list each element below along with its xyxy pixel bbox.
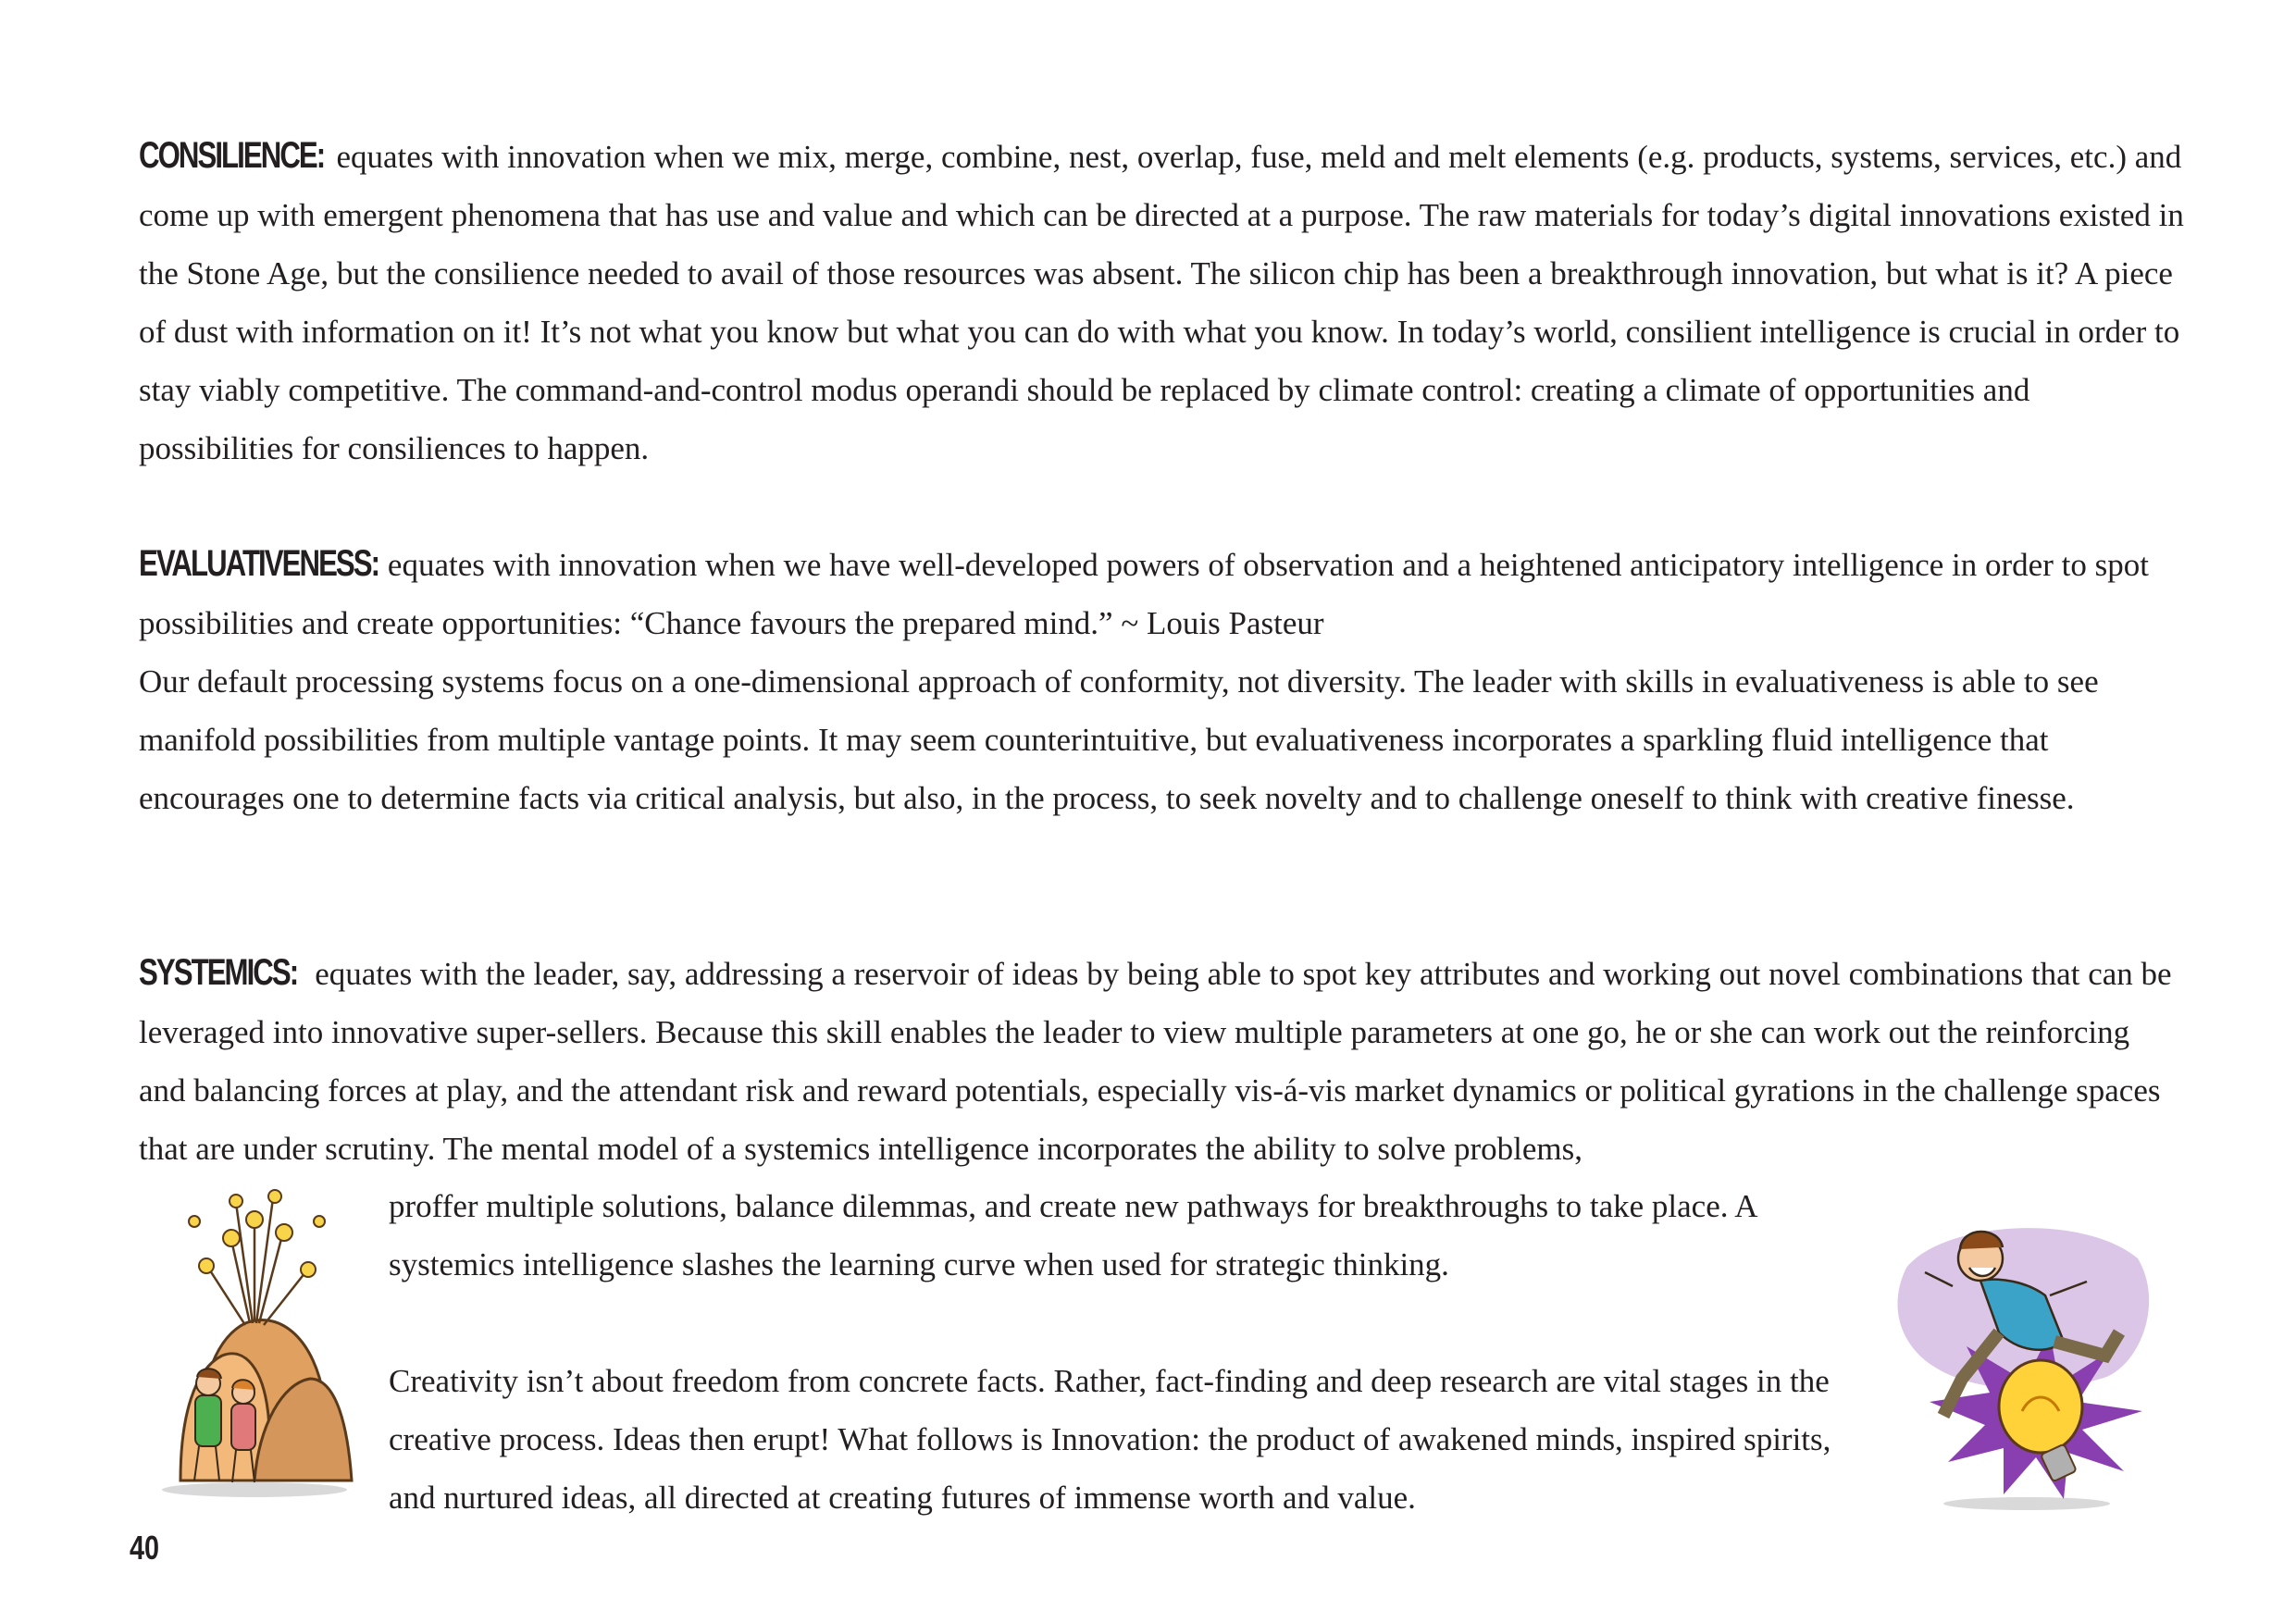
body-evaluativeness-2: Our default processing systems focus on a one-dimensional approach of conformity, not diversity. The leader with skills in evaluativeness is able to see manifold possibilities from multiple vantage points. It may seem counterintuitive, but evaluativeness incorporates a sparkling fluid intelligence that encourages one to determine facts via critical analysis, but also, in the process, to seek novelty and to challenge oneself to think with creative finesse. — [139, 663, 2099, 816]
paragraph-evaluativeness — [139, 535, 2184, 827]
body-consilience: equates with innovation when we mix, merge, combine, nest, overlap, fuse, meld and melt elements (e.g. products, systems, services, etc.) and come up with emergent phenomena that has use and value and which can be directed at a purpose. The raw materials for today’s digital innovations existed in the Stone Age, but the consilience needed to avail of those resources was absent. The silicon chip has been a breakthrough innovation, but what is it? A piece of dust with information on it! It’s not what you know but what you can do with what you know. In today’s world, consilient intelligence is crucial in order to stay viably competitive. The command-and-control modus operandi should be replaced by climate control: creating a climate of opportunities and possibilities for consiliences to happen. — [139, 139, 2184, 466]
heading-systemics: SYSTEMICS: — [139, 952, 298, 993]
heading-consilience: CONSILIENCE: — [139, 135, 325, 176]
page-number: 40 — [130, 1529, 160, 1567]
paragraph-creativity: Creativity isn’t about freedom from concrete facts. Rather, fact-finding and deep research are vital stages in the creative process. Ideas then erupt! What follows is Innovation: the product of awakened minds, inspired spirits, and nurtured ideas, all directed at creating futures of immense worth and value. — [389, 1363, 1831, 1516]
body-evaluativeness: equates with innovation when we have well-developed powers of observation and a heightened anticipatory intelligence in order to spot possibilities and create opportunities: “Chance favours the prepared mind.” ~ Louis Pasteur — [139, 547, 2149, 641]
man-riding-lightbulb-illustration — [1888, 1194, 2166, 1513]
paragraph-systemics — [139, 944, 2184, 1178]
paragraph-systemics-continued: proffer multiple solutions, balance dilemmas, and create new pathways for breakthroughs to take place. A systemics intelligence slashes the learning curve when used for strategic thinking. — [389, 1188, 1756, 1282]
erupting-ideas-volcano-illustration — [143, 1184, 366, 1499]
body-systemics: equates with the leader, say, addressing a reservoir of ideas by being able to spot key attributes and working out novel combinations that can be leveraged into innovative super-sellers. Because this skill enables the leader to view multiple parameters at one go, he or she can work out the reinforcing and balancing forces at play, and the attendant risk and reward potentials, especially vis-á-vis market dynamics or political gyrations in the challenge spaces that are under scrutiny. The mental model of a systemics intelligence incorporates the ability to solve problems, — [139, 956, 2172, 1167]
paragraph-consilience — [139, 127, 2184, 477]
heading-evaluativeness: EVALUATIVENESS: — [139, 543, 379, 584]
